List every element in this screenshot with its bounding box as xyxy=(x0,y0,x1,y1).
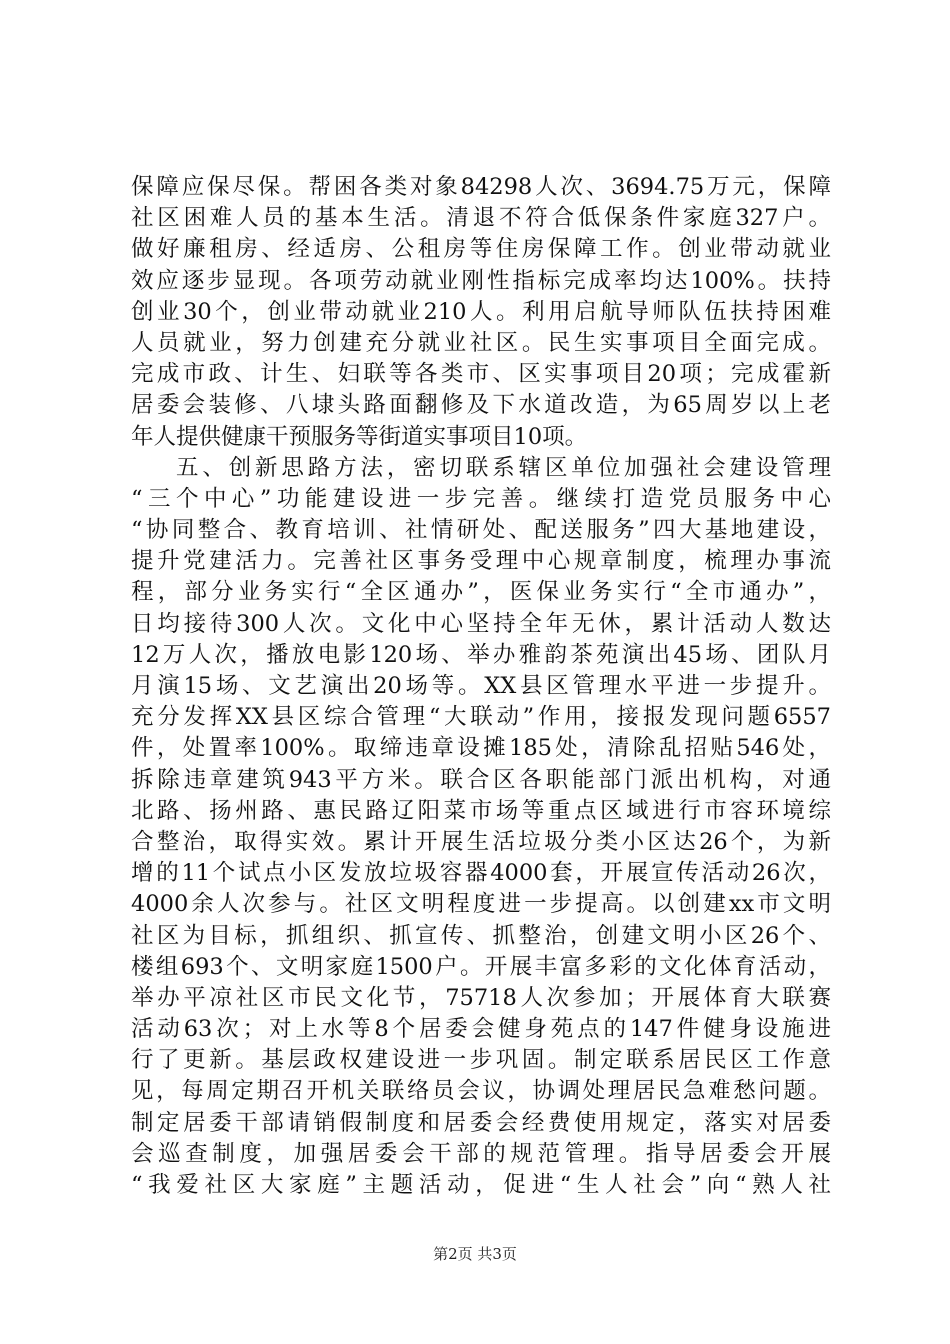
text-line: 行了更新。基层政权建设进一步巩固。制定联系居民区工作意 xyxy=(131,1047,831,1074)
text-line: 保障应保尽保。帮困各类对象84298人次、3694.75万元，保障 xyxy=(131,174,831,200)
text-line: 4000余人次参与。社区文明程度进一步提高。以创建xx市文明 xyxy=(131,891,831,918)
text-line: 完成市政、计生、妇联等各类市、区实事项目20项；完成霍新 xyxy=(131,361,831,388)
document-body xyxy=(131,172,831,1201)
text-line: 居委会装修、八埭头路面翻修及下水道改造，为65周岁以上老 xyxy=(131,392,831,419)
text-line: 效应逐步显现。各项劳动就业刚性指标完成率均达100%。扶持 xyxy=(131,267,831,294)
text-line: 合整治，取得实效。累计开展生活垃圾分类小区达26个，为新 xyxy=(131,828,831,855)
text-line: 见，每周定期召开机关联络员会议，协调处理居民急难愁问题。 xyxy=(131,1078,831,1105)
text-line: 12万人次，播放电影120场、举办雅韵茶苑演出45场、团队月 xyxy=(131,641,831,668)
section-heading-line: 五、创新思路方法，密切联系辖区单位加强社会建设管理 xyxy=(176,454,831,481)
text-line: 活动63次；对上水等8个居委会健身苑点的147件健身设施进 xyxy=(131,1016,831,1043)
text-line: 增的11个试点小区发放垃圾容器4000套，开展宣传活动26次， xyxy=(131,860,831,887)
text-line: 会巡查制度，加强居委会干部的规范管理。指导居委会开展 xyxy=(131,1140,831,1167)
text-line: 人员就业，努力创建充分就业社区。民生实事项目全面完成。 xyxy=(131,329,831,356)
text-line: “我爱社区大家庭”主题活动，促进“生人社会”向“熟人社 xyxy=(131,1172,831,1198)
text-line: 举办平凉社区市民文化节，75718人次参加；开展体育大联赛 xyxy=(131,984,831,1011)
text-line: 程，部分业务实行“全区通办”，医保业务实行“全市通办”， xyxy=(131,579,831,606)
page-footer: 第2页 共3页 xyxy=(433,1245,517,1263)
text-line: 楼组693个、文明家庭1500户。开展丰富多彩的文化体育活动， xyxy=(131,953,831,980)
text-line: 做好廉租房、经适房、公租房等住房保障工作。创业带动就业 xyxy=(131,236,831,263)
text-line: 月演15场、文艺演出20场等。XX县区管理水平进一步提升。 xyxy=(131,673,831,699)
text-line: “三个中心”功能建设进一步完善。继续打造党员服务中心 xyxy=(131,485,831,512)
text-line: 充分发挥XX县区综合管理“大联动”作用，接报发现问题6557 xyxy=(131,704,831,731)
text-line: 社区为目标，抓组织、抓宣传、抓整治，创建文明小区26个、 xyxy=(131,922,831,949)
text-line: 北路、扬州路、惠民路辽阳菜市场等重点区域进行市容环境综 xyxy=(131,797,831,824)
text-line: 件，处置率100%。取缔违章设摊185处，清除乱招贴546处， xyxy=(131,735,831,762)
text-line: 年人提供健康干预服务等街道实事项目10项。 xyxy=(131,423,588,450)
text-line: 提升党建活力。完善社区事务受理中心规章制度，梳理办事流 xyxy=(131,548,831,575)
text-line: 社区困难人员的基本生活。清退不符合低保条件家庭327户。 xyxy=(131,205,831,232)
text-line: 制定居委干部请销假制度和居委会经费使用规定，落实对居委 xyxy=(131,1109,831,1136)
text-line: 日均接待300人次。文化中心坚持全年无休，累计活动人数达 xyxy=(131,610,831,637)
text-line: 创业30个，创业带动就业210人。利用启航导师队伍扶持困难 xyxy=(131,298,831,325)
text-line: “协同整合、教育培训、社情研处、配送服务”四大基地建设， xyxy=(131,517,831,544)
text-line: 拆除违章建筑943平方米。联合区各职能部门派出机构，对通 xyxy=(131,766,831,793)
